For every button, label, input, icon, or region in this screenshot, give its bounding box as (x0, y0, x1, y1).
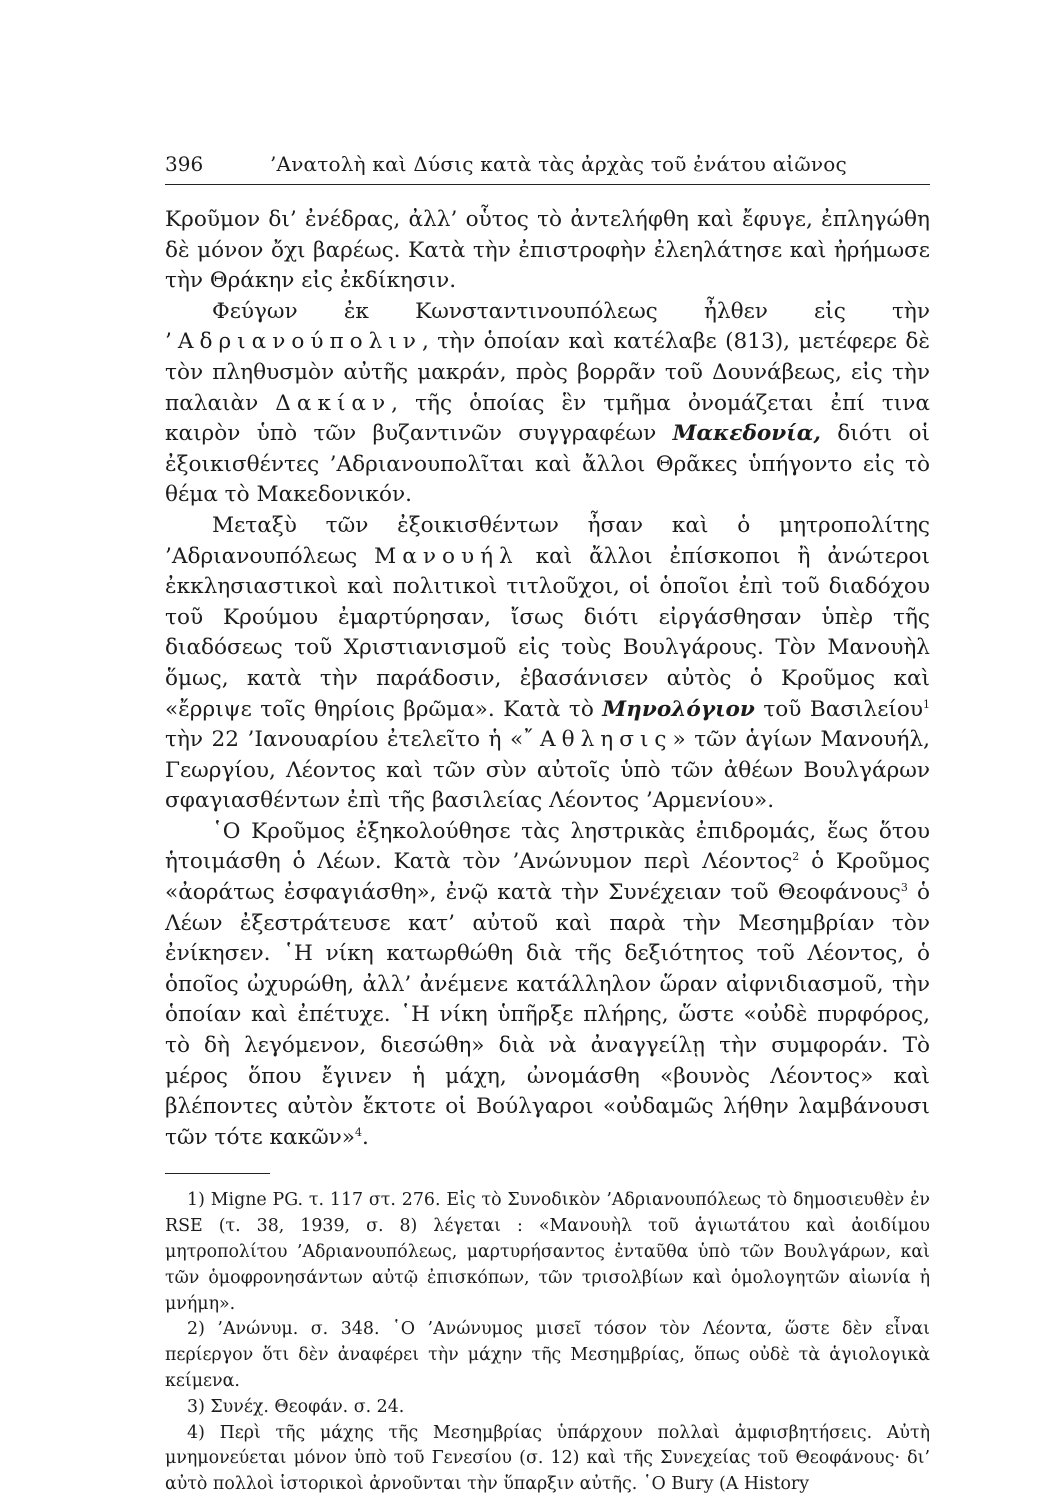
p2-text-a: Φεύγων ἐκ Κωνσταντινουπόλεως ἦλθεν εἰς τὴν (212, 298, 930, 324)
p3-text-e: » τῶν ἁγίων Μανουήλ, Γεωργίου, Λέοντος καὶ τῶν σὺν αὐτοῖς ὑπὸ τῶν ἀθέων Βουλγάρων σφαγιασθέντων ἐπὶ τῆς βασιλείας Λέοντος ’Αρμενίου». (165, 727, 930, 814)
page-number: 396 (165, 152, 204, 176)
term-athlisis: ῎Αθλησις (523, 727, 673, 753)
footnote-ref-1: 1 (923, 697, 930, 711)
paragraph-4 (165, 817, 930, 1154)
name-manouil: Μανουήλ (374, 543, 519, 569)
main-text (165, 205, 930, 1153)
footnote-ref-4: 4 (355, 1125, 363, 1139)
p2-text-b: , τὴν ὁποίαν καὶ κατέλαβε (813), μετέφερε δὲ τὸν πληθυσμὸν αὐτῆς μακράν, πρὸς βορρᾶν τοῦ Δουνάβεως, εἰς τὴν παλαιὰν (165, 329, 930, 416)
p4-text-a: ῾Ο Κροῦμος ἐξηκολούθησε τὰς ληστρικὰς ἐπιδρομάς, ἕως ὅτου ἡτοιμάσθη ὁ Λέων. Κατὰ τὸν ’Ανώνυμον περὶ Λέοντος (165, 818, 930, 875)
running-head (165, 150, 930, 185)
place-dakia: Δακίαν (275, 390, 392, 416)
footnote-2: 2) ’Ανώνυμ. σ. 348. ῾Ο ’Ανώνυμος μισεῖ τόσον τὸν Λέοντα, ὥστε δὲν εἶναι περίεργον ὅτι δὲν ἀναφέρει τὴν μάχην τῆς Μεσημβρίας, ὅπως οὐδὲ τὰ ἁγιολογικὰ κείμενα. (165, 1319, 930, 1391)
footnote-3: 3) Συνέχ. Θεοφάν. σ. 24. (187, 1396, 405, 1417)
paragraph-2 (165, 297, 930, 511)
p4-text-b: ὁ Κροῦμος «ἀοράτως ἐσφαγιάσθη», ἐνῷ κατὰ τὴν Συνέχειαν τοῦ Θεοφάνους (165, 849, 930, 906)
p2-text-c: , τῆς ὁποίας ἓν τμῆμα ὀνομάζεται ἐπί τινα καιρὸν ὑπὸ τῶν βυζαντινῶν συγγραφέων (165, 390, 930, 447)
footnote-separator (165, 1173, 270, 1174)
place-adrianoupolis: ’Αδριανούπολιν (165, 329, 422, 355)
p3-text-d: τὴν 22 ’Ιανουαρίου ἐτελεῖτο ἡ « (165, 727, 524, 753)
p4-text-d: . (362, 1124, 369, 1150)
p3-text-c: τοῦ Βασιλείου (754, 696, 923, 722)
p3-text-b: καὶ ἄλλοι ἐπίσκοποι ἢ ἀνώτεροι ἐκκλησιαστικοὶ καὶ πολιτικοὶ τιτλοῦχοι, οἱ ὁποῖοι ἐπὶ τοῦ διαδόχου τοῦ Κρούμου ἐμαρτύρησαν, ἴσως διότι εἰργάσθησαν ὑπὲρ τῆς διαδόσεως τοῦ Χριστιανισμοῦ εἰς τοὺς Βουλγάρους. Τὸν Μανουὴλ ὅμως, κατὰ τὴν παράδοσιν, ἐβασάνισεν αὐτὸς ὁ Κροῦμος καὶ «ἔρριψε τοῖς θηρίοις βρῶμα». Κατὰ τὸ (165, 543, 930, 722)
footnote-ref-2: 2 (792, 850, 800, 864)
book-page (165, 150, 930, 1495)
paragraph-1: Κροῦμον δι’ ἐνέδρας, ἀλλ’ οὗτος τὸ ἀντελήφθη καὶ ἔφυγε, ἐπληγώθη δὲ μόνον ὄχι βαρέως. Κατὰ τὴν ἐπιστροφὴν ἐλεηλάτησε καὶ ἠρήμωσε τὴν Θράκην εἰς ἐκδίκησιν. (165, 207, 930, 294)
p3-text-a: Μεταξὺ τῶν ἐξοικισθέντων ἦσαν καὶ ὁ μητροπολίτης ’Αδριανουπόλεως (165, 512, 930, 569)
term-makedonia: Μακεδονία, (672, 421, 821, 447)
paragraph-3 (165, 511, 930, 817)
footnote-4: 4) Περὶ τῆς μάχης τῆς Μεσημβρίας ὑπάρχουν πολλαὶ ἀμφισβητήσεις. Αὐτὴ μνημονεύεται μόνον ὑπὸ τοῦ Γενεσίου (σ. 12) καὶ τῆς Συνεχείας τοῦ Θεοφάνους· δι’ αὐτὸ πολλοὶ ἱστορικοὶ ἀρνοῦνται τὴν ὕπαρξιν αὐτῆς. ῾Ο Bury (A History (165, 1422, 930, 1495)
running-title: ’Ανατολὴ καὶ Δύσις κατὰ τὰς ἀρχὰς τοῦ ἐνάτου αἰῶνος (270, 152, 847, 176)
p4-text-c: ὁ Λέων ἐξεστράτευσε κατ’ αὐτοῦ καὶ παρὰ τὴν Μεσημβρίαν τὸν ἐνίκησεν. ῾Η νίκη κατωρθώθη διὰ τῆς δεξιότητος τοῦ Λέοντος, ὁ ὁποῖος ὠχυρώθη, ἀλλ’ ἀνέμενε κατάλληλον ὥραν αἰφνιδιασμοῦ, τὴν ὁποίαν καὶ ἐπέτυχε. ῾Η νίκη ὑπῆρξε πλήρης, ὥστε «οὐδὲ πυρφόρος, τὸ δὴ λεγόμενον, διεσώθη» διὰ νὰ ἀναγγείλῃ τὴν συμφοράν. Τὸ μέρος ὅπου ἔγινεν ἡ μάχη, ὠνομάσθη «βουνὸς Λέοντος» καὶ βλέποντες αὐτὸν ἔκτοτε οἱ Βούλγαροι «οὐδαμῶς λήθην λαμβάνουσι τῶν τότε κακῶν» (165, 880, 930, 1150)
footnotes (165, 1188, 930, 1498)
term-minologion: Μηνολόγιον (602, 696, 755, 722)
footnote-ref-3: 3 (900, 880, 908, 894)
p2-text-d: διότι οἱ ἐξοικισθέντες ’Αδριανουπολῖται καὶ ἄλλοι Θρᾶκες ὑπήγοντο εἰς τὸ θέμα τὸ Μακεδονικόν. (165, 421, 930, 508)
footnote-1: 1) Migne PG. τ. 117 στ. 276. Εἰς τὸ Συνοδικὸν ’Αδριανουπόλεως τὸ δημοσιευθὲν ἐν RSE (τ. 38, 1939, σ. 8) λέγεται : «Μανουὴλ τοῦ ἁγιωτάτου καὶ ἀοιδίμου μητροπολίτου ’Αδριανουπόλεως, μαρτυρήσαντος ἐνταῦθα ὑπὸ τῶν Βουλγάρων, καὶ τῶν ὁμοφρονησάντων αὐτῷ ἐπισκόπων, τῶν τρισολβίων καὶ ὁμολογητῶν αἰωνία ἡ μνήμη». (165, 1190, 930, 1314)
